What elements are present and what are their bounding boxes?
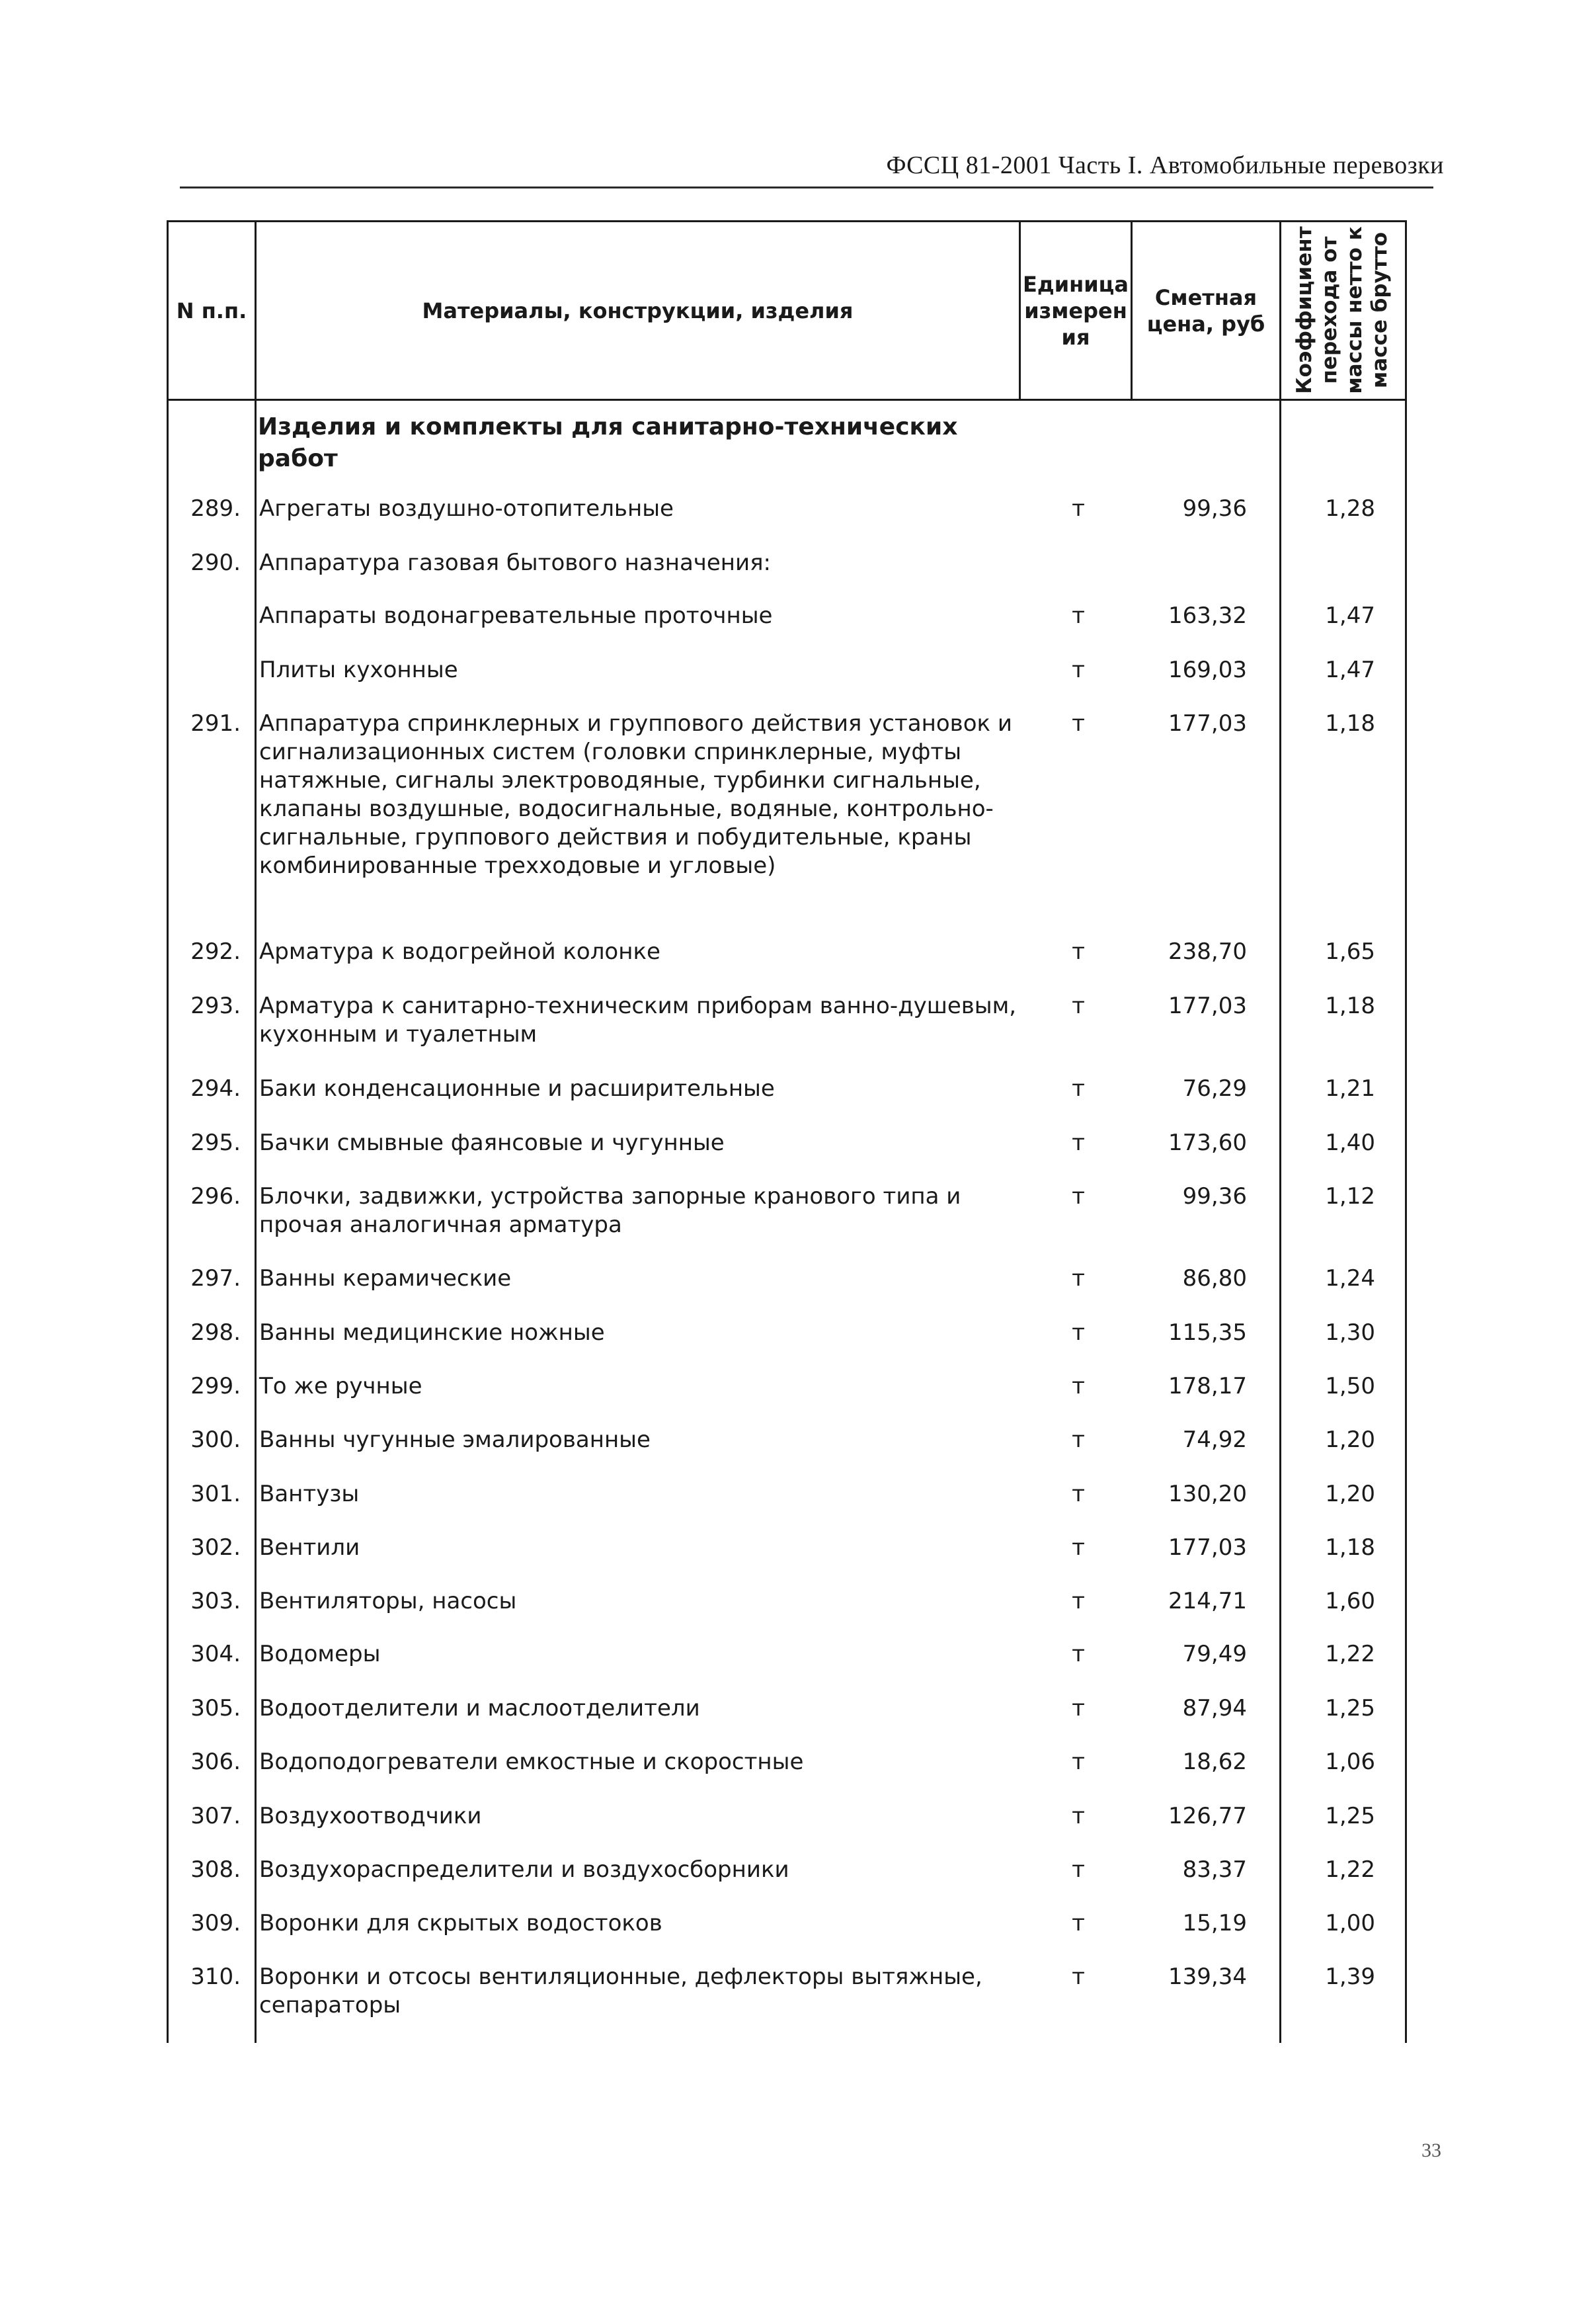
row-price: 99,36 [1182, 1183, 1247, 1210]
row-price: 173,60 [1168, 1130, 1247, 1156]
row-num: 308. [190, 1856, 241, 1883]
row-unit: т [1072, 1130, 1085, 1156]
row-unit: т [1072, 1373, 1085, 1399]
row-coef: 1,25 [1325, 1695, 1375, 1721]
row-coef: 1,21 [1325, 1075, 1375, 1102]
row-num: 294. [190, 1075, 241, 1102]
header-coef [1279, 222, 1405, 399]
row-unit: т [1072, 1749, 1085, 1775]
row-coef: 1,22 [1325, 1641, 1375, 1667]
row-price: 139,34 [1168, 1964, 1247, 1990]
row-num: 307. [190, 1803, 241, 1829]
row-name: Воронки и отсосы вентиляционные, дефлекторы вытяжные, сепараторы [259, 1964, 982, 2018]
row-num: 291. [190, 710, 241, 737]
row-name: Ванны медицинские ножные [259, 1319, 605, 1346]
row-name: Плиты кухонные [259, 657, 458, 683]
row-coef: 1,40 [1325, 1130, 1375, 1156]
row-coef: 1,47 [1325, 602, 1375, 629]
row-coef: 1,24 [1325, 1265, 1375, 1292]
row-price: 177,03 [1168, 993, 1247, 1019]
row-price: 177,03 [1168, 710, 1247, 737]
row-coef: 1,65 [1325, 938, 1375, 965]
row-num: 299. [190, 1373, 241, 1399]
row-price: 126,77 [1168, 1803, 1247, 1829]
row-name: Агрегаты воздушно-отопительные [259, 495, 674, 522]
row-price: 214,71 [1168, 1588, 1247, 1614]
row-price: 115,35 [1168, 1319, 1247, 1346]
row-unit: т [1072, 495, 1085, 522]
row-price: 99,36 [1182, 495, 1247, 522]
row-unit: т [1072, 1183, 1085, 1210]
row-unit: т [1072, 1695, 1085, 1721]
header-price: Сметная цена, руб [1146, 284, 1265, 337]
row-coef: 1,06 [1325, 1749, 1375, 1775]
row-unit: т [1072, 1481, 1085, 1507]
row-unit: т [1072, 1588, 1085, 1614]
row-coef: 1,18 [1325, 710, 1375, 737]
row-num: 305. [190, 1695, 241, 1721]
row-price: 238,70 [1168, 938, 1247, 965]
row-unit: т [1072, 993, 1085, 1019]
row-unit: т [1072, 1641, 1085, 1667]
row-unit: т [1072, 938, 1085, 965]
row-coef: 1,60 [1325, 1588, 1375, 1614]
row-price: 130,20 [1168, 1481, 1247, 1507]
row-num: 309. [190, 1910, 241, 1936]
table-header-bottom-border [167, 399, 1407, 401]
row-coef: 1,28 [1325, 495, 1375, 522]
row-price: 15,19 [1182, 1910, 1247, 1936]
row-name: Воронки для скрытых водостоков [259, 1910, 662, 1936]
row-unit: т [1072, 1803, 1085, 1829]
row-name: Воздухоотводчики [259, 1803, 482, 1829]
row-name: Аппаратура газовая бытового назначения: [259, 550, 772, 576]
row-name: Водоотделители и маслоотделители [259, 1695, 700, 1721]
row-num: 295. [190, 1130, 241, 1156]
row-coef: 1,18 [1325, 1534, 1375, 1561]
row-coef: 1,20 [1325, 1427, 1375, 1453]
row-num: 293. [190, 993, 241, 1019]
row-num: 298. [190, 1319, 241, 1346]
row-price: 177,03 [1168, 1534, 1247, 1561]
page-header: ФССЦ 81-2001 Часть I. Автомобильные перевозки [886, 151, 1444, 179]
row-name: Ванны чугунные эмалированные [259, 1427, 651, 1453]
col-divider-price [1279, 220, 1281, 2043]
row-name: Бачки смывные фаянсовые и чугунные [259, 1130, 725, 1156]
row-coef: 1,30 [1325, 1319, 1375, 1346]
row-price: 76,29 [1182, 1075, 1247, 1102]
row-name: Вантузы [259, 1481, 360, 1507]
row-coef: 1,00 [1325, 1910, 1375, 1936]
header-coef-text: Коэффициент перехода от массы нетто к массе брутто [1293, 226, 1392, 394]
row-price: 83,37 [1182, 1856, 1247, 1883]
row-name: То же ручные [259, 1373, 422, 1399]
row-num: 297. [190, 1265, 241, 1292]
header-name: Материалы, конструкции, изделия [422, 298, 854, 323]
header-num: N п.п. [176, 298, 247, 323]
page-number: 33 [1421, 2139, 1441, 2161]
row-num: 304. [190, 1641, 241, 1667]
row-price: 163,32 [1168, 602, 1247, 629]
row-coef: 1,25 [1325, 1803, 1375, 1829]
row-name: Блочки, задвижки, устройства запорные кранового типа и прочая аналогичная арматура [259, 1183, 961, 1238]
row-coef: 1,12 [1325, 1183, 1375, 1210]
row-unit: т [1072, 1427, 1085, 1453]
row-name: Аппараты водонагревательные проточные [259, 602, 773, 629]
row-name: Водоподогреватели емкостные и скоростные [259, 1749, 804, 1775]
row-unit: т [1072, 1075, 1085, 1102]
row-unit: т [1072, 1534, 1085, 1561]
row-price: 74,92 [1182, 1427, 1247, 1453]
row-num: 310. [190, 1964, 241, 1990]
row-coef: 1,22 [1325, 1856, 1375, 1883]
row-price: 79,49 [1182, 1641, 1247, 1667]
row-coef: 1,50 [1325, 1373, 1375, 1399]
row-name: Воздухораспределители и воздухосборники [259, 1856, 789, 1883]
row-unit: т [1072, 657, 1085, 683]
row-unit: т [1072, 710, 1085, 737]
row-price: 169,03 [1168, 657, 1247, 683]
row-coef: 1,47 [1325, 657, 1375, 683]
col-divider-num [255, 220, 257, 2043]
row-coef: 1,39 [1325, 1964, 1375, 1990]
header-rule [180, 187, 1433, 188]
row-name: Арматура к санитарно-техническим приборам ванно-душевым, кухонным и туалетным [259, 993, 1017, 1048]
row-unit: т [1072, 602, 1085, 629]
row-price: 178,17 [1168, 1373, 1247, 1399]
row-unit: т [1072, 1319, 1085, 1346]
row-name: Вентили [259, 1534, 360, 1561]
row-num: 306. [190, 1749, 241, 1775]
row-coef: 1,20 [1325, 1481, 1375, 1507]
row-coef: 1,18 [1325, 993, 1375, 1019]
row-price: 86,80 [1182, 1265, 1247, 1292]
section-title: Изделия и комплекты для санитарно-технических работ [258, 413, 958, 472]
row-num: 289. [190, 495, 241, 522]
row-name: Ванны керамические [259, 1265, 512, 1292]
row-num: 301. [190, 1481, 241, 1507]
row-num: 290. [190, 550, 241, 576]
row-num: 300. [190, 1427, 241, 1453]
row-unit: т [1072, 1910, 1085, 1936]
row-name: Вентиляторы, насосы [259, 1588, 517, 1614]
row-name: Арматура к водогрейной колонке [259, 938, 660, 965]
header-unit: Единица измерен ия [1023, 271, 1129, 350]
row-unit: т [1072, 1856, 1085, 1883]
row-name: Водомеры [259, 1641, 381, 1667]
row-price: 18,62 [1182, 1749, 1247, 1775]
row-num: 296. [190, 1183, 241, 1210]
row-num: 302. [190, 1534, 241, 1561]
row-unit: т [1072, 1964, 1085, 1990]
row-name: Аппаратура спринклерных и группового действия установок и сигнализационных систем (головки спринклерные, муфты натяжные, сигналы электроводяные, турбинки сигнальные, клапаны воздушные, водосигнальные, водяные, контрольно-сигнальные, группового действия и побудительные, краны комбинированные трехходовые и угловые) [259, 710, 1012, 879]
row-name: Баки конденсационные и расширительные [259, 1075, 775, 1102]
row-num: 292. [190, 938, 241, 965]
row-num: 303. [190, 1588, 241, 1614]
row-price: 87,94 [1182, 1695, 1247, 1721]
row-unit: т [1072, 1265, 1085, 1292]
